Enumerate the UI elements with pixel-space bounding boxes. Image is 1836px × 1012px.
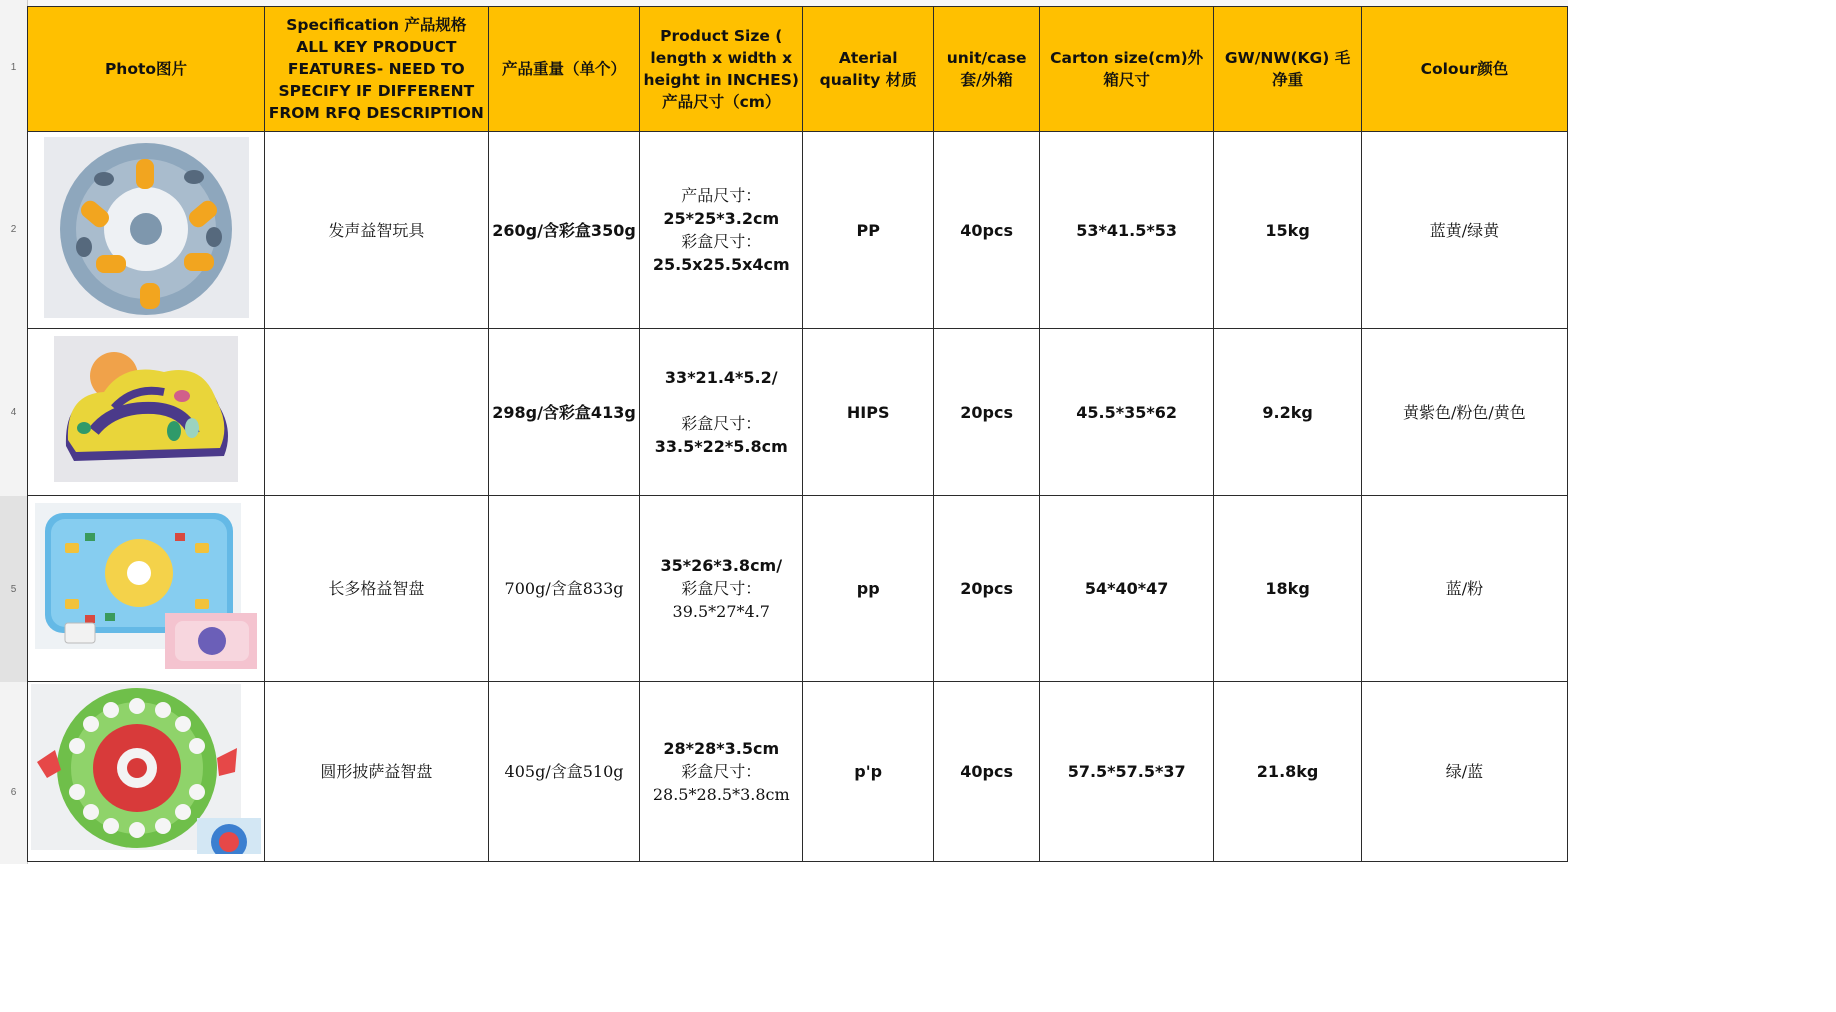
unit-case-cell[interactable]: 40pcs [934,132,1040,329]
spec-cell[interactable]: 发声益智玩具 [265,132,489,329]
spec-cell[interactable]: 长多格益智盘 [265,496,489,682]
weight-cell[interactable]: 700g/含盒833g [488,496,640,682]
gw-nw-cell[interactable]: 15kg [1214,132,1362,329]
material-cell[interactable]: pp [803,496,934,682]
carton-cell[interactable]: 54*40*47 [1040,496,1214,682]
size-cell[interactable]: 产品尺寸： 25*25*3.2cm 彩盒尺寸： 25.5x25.5x4cm [640,132,803,329]
round-puzzle-toy-image [44,137,249,318]
carton-cell[interactable]: 53*41.5*53 [1040,132,1214,329]
material-cell[interactable]: PP [803,132,934,329]
colour-cell[interactable]: 黄紫色/粉色/黄色 [1361,329,1567,496]
table-row [28,496,1568,682]
photo-cell[interactable] [28,132,265,329]
carton-cell[interactable]: 45.5*35*62 [1040,329,1214,496]
header-carton[interactable]: Carton size(cm)外箱尺寸 [1040,7,1214,132]
row-number-6[interactable]: 6 [10,787,17,798]
photo-cell[interactable] [28,329,265,496]
colour-cell[interactable]: 蓝/粉 [1361,496,1567,682]
gw-nw-cell[interactable]: 18kg [1214,496,1362,682]
round-pizza-puzzle-image [31,684,261,854]
header-colour[interactable]: Colour颜色 [1361,7,1567,132]
spec-cell[interactable] [265,329,489,496]
header-photo[interactable]: Photo图片 [28,7,265,132]
table-row [28,329,1568,496]
header-spec[interactable]: Specification 产品规格 ALL KEY PRODUCT FEATURES- NEED TO SPECIFY IF DIFFERENT FROM RFQ DESCRIPTION [265,7,489,132]
unit-case-cell[interactable]: 20pcs [934,496,1040,682]
row-header-column [0,0,28,864]
size-cell[interactable]: 33*21.4*5.2/ 彩盒尺寸： 33.5*22*5.8cm [640,329,803,496]
colour-cell[interactable]: 绿/蓝 [1361,682,1567,862]
product-table [27,6,1568,862]
cloud-puzzle-toy-image [54,336,238,482]
photo-cell[interactable] [28,682,265,862]
row-number-1[interactable]: 1 [10,62,17,73]
carton-cell[interactable]: 57.5*57.5*37 [1040,682,1214,862]
long-puzzle-plate-image [35,503,257,669]
size-cell[interactable]: 28*28*3.5cm 彩盒尺寸： 28.5*28.5*3.8cm [640,682,803,862]
header-unit-case[interactable]: unit/case 套/外箱 [934,7,1040,132]
row-number-2[interactable]: 2 [10,224,17,235]
header-weight[interactable]: 产品重量（单个） [488,7,640,132]
unit-case-cell[interactable]: 20pcs [934,329,1040,496]
header-size[interactable]: Product Size ( length x width x height in INCHES) 产品尺寸（cm） [640,7,803,132]
gw-nw-cell[interactable]: 9.2kg [1214,329,1362,496]
row-number-5[interactable]: 5 [10,584,17,595]
material-cell[interactable]: HIPS [803,329,934,496]
material-cell[interactable]: p'p [803,682,934,862]
header-gw-nw[interactable]: GW/NW(KG) 毛净重 [1214,7,1362,132]
size-cell[interactable]: 35*26*3.8cm/ 彩盒尺寸： 39.5*27*4.7 [640,496,803,682]
photo-cell[interactable] [28,496,265,682]
gw-nw-cell[interactable]: 21.8kg [1214,682,1362,862]
table-row [28,682,1568,862]
spec-cell[interactable]: 圆形披萨益智盘 [265,682,489,862]
colour-cell[interactable]: 蓝黄/绿黄 [1361,132,1567,329]
row-number-4[interactable]: 4 [10,407,17,418]
header-row [28,7,1568,132]
weight-cell[interactable]: 405g/含盒510g [488,682,640,862]
unit-case-cell[interactable]: 40pcs [934,682,1040,862]
header-material[interactable]: Aterial quality 材质 [803,7,934,132]
weight-cell[interactable]: 260g/含彩盒350g [488,132,640,329]
table-row [28,132,1568,329]
weight-cell[interactable]: 298g/含彩盒413g [488,329,640,496]
